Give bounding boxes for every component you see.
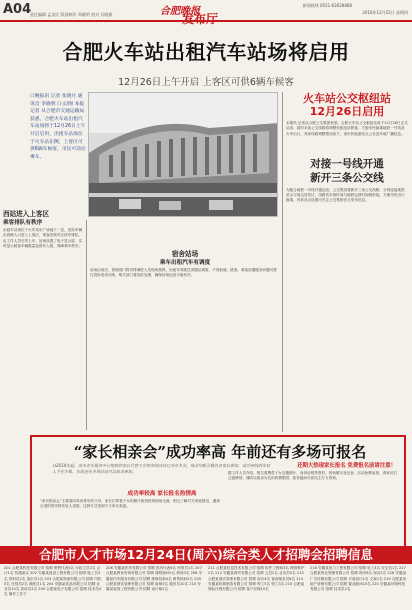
feature-body-left: “家长相亲会”主要面向单身青年的父母，家长们带着子女的照片和资料到现场交流，相互了解对方家庭情况，遇到合适的再安排年轻人见面，这种方式受到不少家长欢迎。 <box>40 499 220 509</box>
feature-body-right: 据工作人员介绍，报名需携带子女近期照片、身份证明等资料，现场填写登记表，活动免费参加，请家长们注意辨别，谨防以相亲为名的收费陷阱，如有疑问可致电主办方咨询。 <box>228 471 397 481</box>
sub-headline: 12月26日上午开启 上客区可供6辆车候客 <box>118 77 294 88</box>
feature-article-box <box>30 435 406 560</box>
job-listings-col-2: 206 安徽某医药有限公司 招聘 医药代表6名 库管员1名 207 合肥某教育咨询有限公司 招聘 课程顾问5名 教师3名 208 安徽某汽车服务有限公司 招聘 维修技师4名 销售顾问5名 209 合肥某餐饮管理有限公司 招聘 厨师3名 服务员10名 210 安徽某装饰工程有限公司 招聘 设计师2名 <box>106 566 203 592</box>
intro-text: 口晚报讯 记者 张晓月 通讯员 李晓明 口文/图 本报记者 从合肥市交通运输局获悉，合肥火车站出租汽车站场将于12月26日上午开启启用，出租车站场位于火车站东侧，上客区可供6辆车候客，市民可前往乘车。 <box>30 94 86 160</box>
middle-column-sub: 乘车出租汽车有调度 <box>159 260 211 266</box>
main-headline: 合肥火车站出租汽车站场将启用 <box>62 40 350 64</box>
left-column <box>3 210 83 432</box>
middle-column-body: 站场启用后，管理部门将安排调度人员现场指挥，出租车驾驶员须服从调度，不得拒载、挑客，乘客如遇服务问题可拨打投诉电话反映，相关部门将及时处理，确保站场运营平稳有序。 <box>90 268 277 278</box>
newspaper-logo: 合肥晚报 <box>160 6 200 17</box>
section-title: 发布厅 <box>182 12 219 26</box>
metro-link-head: 对接一号线开通 <box>310 157 384 170</box>
bus-hub-head: 火车站公交枢纽站 <box>303 92 391 105</box>
station-illustration <box>89 93 278 217</box>
feature-intro-note: 自2014年起，由市老年服务中心组织的家长代替子女相亲的活动已举办多次，每次均吸引数百名家长参加，成功牵线的年轻人不在少数。年前还有多场活动可以报名参加。 <box>52 463 271 474</box>
column-divider <box>282 92 283 432</box>
bus-hub-body: 本报讯 记者从合肥公交集团获悉，合肥火车站公交枢纽站将于12月26日正式启用，届时多条公交线路将调整至枢纽站停靠，方便市民换乘地铁一号线及火车出行，具体线路调整情况如下，请市民留意站点公告及车载广播信息。 <box>286 121 408 136</box>
left-column-sub: 乘客排队有秩序 <box>3 220 43 226</box>
job-listings-col-1: 201 合肥某科技有限公司 招聘 销售代表5名 行政文员2名 会计1名 待遇面议 202 安徽某建设工程有限公司 招聘 施工员3名 资料员2名 造价员1名 203 合肥某物流有限公司 招聘 司机5名 仓管员2名 调度员1名 204 安徽某食品有限公司 招聘 业务员10名 质检员2名 205 合肥某电子有限公司 招聘 技术员4名 操作工若干 <box>4 566 102 597</box>
right-column <box>286 92 408 432</box>
masthead-editor-info: 责任编辑 孟良民 版面制作 周晓明 校对 吴晓燕 <box>30 12 113 17</box>
job-listings-col-3: 211 合肥某信息技术有限公司 招聘 软件工程师3名 网络维护2名 212 安徽某商贸有限公司 招聘 文员2名 业务员5名 213 合肥某酒店管理有限公司 招聘 前台4名 客房服务员6名 214 安徽某机械制造有限公司 招聘 焊工5名 钳工3名 215 合肥某保险代理有限公司 招聘 客户经理10名 <box>208 566 305 592</box>
feature-headline: “家长相亲会”成功率高 年前还有多场可报名 <box>73 443 367 461</box>
new-bus-lines-body: 为配合地铁一号线开通运营，公交集团将新开三条公交线路，分别连接地铁站点与周边居民区，线路首末班时间与地铁运营时间相衔接，方便市民出行换乘，具体站点设置可关注公交集团官方发布信息。 <box>286 187 405 203</box>
job-fair-banner: 合肥市人才市场12月24日(周六)综合类人才招聘会招聘信息 <box>0 546 412 564</box>
column-divider <box>86 220 87 430</box>
middle-column-head: 宿舍站场 <box>171 250 199 258</box>
page-number: A04 <box>3 2 32 17</box>
left-column-head: 西站进入上客区 <box>3 210 50 218</box>
masthead-hotline: 新闻热线 0551-63628888 <box>302 3 352 8</box>
feature-side-head: 还期大热现家长报名 免费报名前请注意！ <box>297 463 396 469</box>
middle-column <box>90 220 280 430</box>
new-bus-lines-head: 新开三条公交线 <box>310 171 384 184</box>
masthead-date: 2016年12月22日 星期四 <box>362 10 408 15</box>
job-listings-col-4: 216 安徽某电力工程有限公司 招聘 电工4名 安全员1名 217 合肥某物业管理有限公司 招聘 保安8名 保洁5名 218 安徽某广告传媒有限公司 招聘 平面设计2名 文案1名 219 合肥某房地产营销有限公司 招聘 置业顾问10名 220 安徽某环保科技有限公司 招聘 技术员2名 <box>310 566 407 592</box>
masthead <box>0 0 412 26</box>
left-column-body: 出租车站场位于火车站东广场地下一层，进站车辆由西侧入口进入上客区，乘客在候车区按序排队，由工作人员引导上车，站场设置了电子显示屏，实时显示候客车辆数量及候车人数，保障乘车秩序。 <box>3 228 83 248</box>
bus-hub-date: 12月26日启用 <box>309 105 385 118</box>
station-photo <box>88 92 278 217</box>
feature-subheading: 成功率较高 家长报名热情高 <box>127 491 197 497</box>
